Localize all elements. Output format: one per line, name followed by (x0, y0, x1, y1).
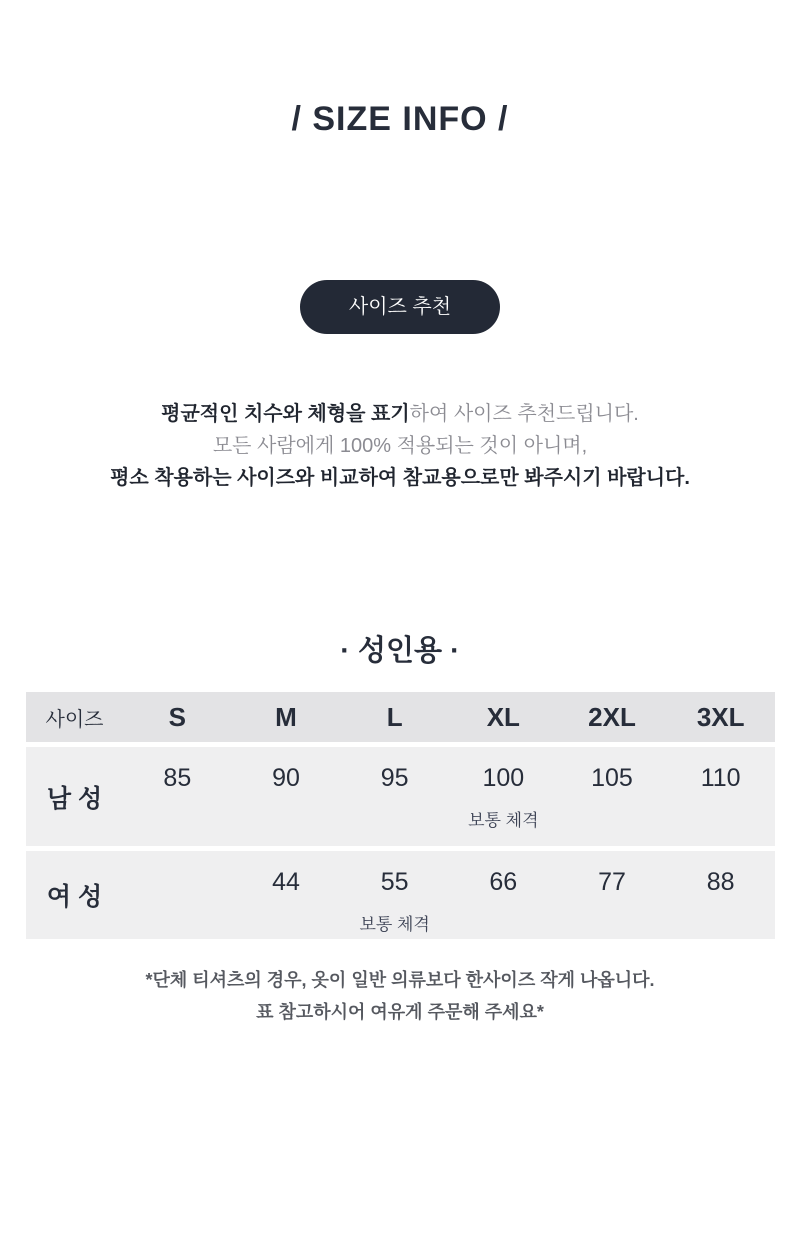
women-value-l-number: 55 (380, 868, 409, 896)
men-value-l-number: 95 (380, 764, 409, 792)
men-build-note: 보통 체격 (468, 811, 539, 830)
size-table-header-row (26, 692, 775, 742)
women-build-note: 보통 체격 (359, 915, 430, 934)
intro-line-1-bold: 평균적인 치수와 체형을 표기 (161, 403, 410, 425)
header-cell-2xl: 2XL (588, 701, 636, 732)
page-title: / SIZE INFO / (291, 100, 509, 138)
women-value-l (340, 851, 449, 939)
header-cell-m: M (275, 701, 297, 732)
men-value-2xl-number: 105 (591, 764, 633, 792)
men-value-s (123, 747, 232, 846)
header-cell-xl: XL (486, 701, 520, 732)
men-value-2xl (558, 747, 667, 846)
men-value-3xl-number: 110 (700, 764, 741, 792)
women-value-2xl (558, 851, 667, 939)
row-label-women: 여 성 (46, 883, 103, 911)
size-table (26, 692, 775, 939)
intro-line-3: 평소 착용하는 사이즈와 비교하여 참교용으로만 봐주시기 바랍니다. (110, 467, 690, 489)
women-value-m (232, 851, 341, 939)
header-cell-l: L (386, 701, 403, 732)
women-value-m-number: 44 (272, 868, 300, 896)
size-recommend-badge-container (0, 280, 800, 334)
women-value-3xl-number: 88 (706, 868, 735, 896)
footer-notes (0, 964, 800, 1028)
header-cell-3xl: 3XL (696, 701, 745, 732)
intro-line-1-rest: 하여 사이즈 추천드립니다. (409, 403, 639, 425)
intro-line-2: 모든 사람에게 100% 적용되는 것이 아니며, (212, 435, 588, 457)
table-row-men (26, 747, 775, 846)
intro-text (0, 398, 800, 494)
men-value-s-number: 85 (163, 764, 192, 792)
row-label-men: 남 성 (46, 784, 103, 813)
footer-note-line-1: *단체 티셔츠의 경우, 옷이 일반 의류보다 한사이즈 작게 나옵니다. (145, 970, 655, 990)
women-value-2xl-number: 77 (598, 868, 626, 896)
women-value-s (123, 851, 232, 939)
women-value-xl (449, 851, 558, 939)
header-cell-s: S (168, 701, 186, 732)
men-value-l (340, 747, 449, 846)
men-value-xl-number: 100 (482, 764, 525, 792)
men-value-3xl (666, 747, 775, 846)
section-heading-adult: · 성인용 · (340, 635, 460, 667)
footer-note-line-2: 표 참고하시어 여유게 주문해 주세요* (256, 1002, 544, 1022)
table-row-women (26, 851, 775, 939)
size-recommend-badge[interactable]: 사이즈 추천 (300, 280, 500, 334)
men-value-m (232, 747, 341, 846)
header-cell-size: 사이즈 (45, 708, 104, 731)
women-value-3xl (666, 851, 775, 939)
women-value-xl-number: 66 (489, 868, 518, 896)
men-value-m-number: 90 (272, 764, 300, 792)
intro-line-1 (0, 398, 800, 430)
men-value-xl (449, 747, 558, 846)
